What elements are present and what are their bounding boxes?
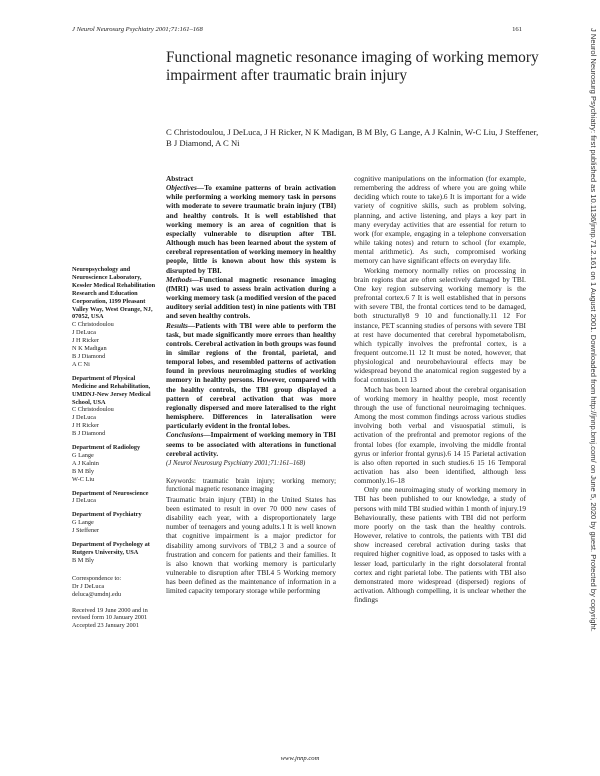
conclusions-text: Impairment of working memory in TBI seems to be associated with alterations in functional cerebral activity.: [166, 430, 336, 458]
affiliation-names: G Lange J Steffener: [72, 519, 99, 535]
affiliation-names: G Lange A J Kalnin B M Bly W-C Liu: [72, 451, 99, 483]
journal-citation: J Neurol Neurosurg Psychiatry 2001;71:161–168: [72, 26, 203, 33]
abstract-reference: (J Neurol Neurosurg Psychiatry 2001;71:161–168): [166, 459, 306, 467]
affiliation-group: [72, 444, 158, 484]
right-text-column: [354, 174, 526, 604]
affiliation-names: C Christodoulou J DeLuca J H Ricker N K Madigan B J Diamond A C Ni: [72, 321, 114, 368]
left-text-column: [166, 174, 336, 596]
side-download-notice: J Neurol Neurosurg Psychiatry: first published as 10.1136/jnnp.71.2.161 on 1 August 2001. Downloaded from http://jnnp.bmj.com/ on June 5, 2020 by guest. Protected by copyright.: [589, 28, 598, 632]
affiliations-sidebar: [72, 266, 158, 630]
abstract: [166, 174, 336, 458]
affiliation-group: [72, 490, 158, 506]
affiliation-group: [72, 266, 158, 369]
results-text: Patients with TBI were able to perform the task, but made significantly more errors than healthy controls. Cerebral activation in both groups was found in similar regions of the frontal, parietal, and temporal lobes, and resembled patterns of activation found in previous neuroimaging studies of working memory in healthy persons. However, compared with the healthy controls, the TBI group displayed a pattern of cerebral activation that was more regionally dispersed and more lateralised to the right hemisphere. Differences in lateralisation were particularly evident in the frontal lobes.: [166, 320, 336, 431]
affiliation-heading: Neuropsychology and Neuroscience Laboratory, Kessler Medical Rehabilitation Research and Education Corporation, 1199 Pleasant Valley Way, West Orange, NJ, 07052, USA: [72, 266, 156, 321]
affiliation-names: J DeLuca: [72, 497, 96, 505]
footer-url: www.jnnp.com: [280, 755, 320, 762]
affiliation-group: [72, 541, 158, 565]
body-paragraph: Much has been learned about the cerebral organisation of working memory in healthy people, most recently through the use of functional neuroimaging techniques. Among the most common findings across various studies involving both verbal and visuospatial stimuli, is activation of the prefrontal and premotor regions of the frontal lobes (for example, involving the middle frontal gyrus or inferior frontal gyrus).6 14 15 Parietal activation is also often reported in such studies.6 15 16 Temporal activation has also been identified, although less commonly.16–18: [354, 384, 526, 486]
affiliation-heading: Department of Physical Medicine and Rehabilitation, UMDNJ-New Jersey Medical School, USA: [72, 374, 151, 406]
body-paragraph: Working memory normally relies on processing in brain regions that are often selectively damaged by TBI. One key region subserving working memory is the prefrontal cortex.6 7 It is well established that in persons with severe TBI, the frontal cortices tend to be damaged, both structurally8 9 10 and functionally.11 12 For instance, PET scanning studies of persons with severe TBI at rest have documented that cerebral hypometabolism, which typically involves the prefrontal cortex, is a frequent outcome.11 12 It must be noted, however, that physiological and neurobehavioural effects may be widespread beyond the anatomical region suggested by a focal contusion.11 13: [354, 265, 526, 385]
running-header: [72, 26, 522, 33]
affiliation-group: [72, 511, 158, 535]
abstract-heading: Abstract: [166, 174, 194, 183]
abstract-conclusions: [166, 430, 336, 457]
methods-text: Functional magnetic resonance imaging (fMRI) was used to assess brain activation during a working memory task (a modified version of the paced auditory serial addition test) in nine patients with TBI and seven healthy controls.: [166, 274, 336, 321]
results-label: Results—: [166, 320, 196, 330]
correspondence-note: Correspondence to: Dr J DeLuca deluca@umdnj.edu: [72, 574, 122, 598]
affiliation-group: [72, 375, 158, 438]
abstract-methods: [166, 275, 336, 321]
received-dates: Received 19 June 2000 and in revised form 10 January 2001 Accepted 23 January 2001: [72, 606, 148, 630]
keywords: Keywords: traumatic brain injury; working memory; functional magnetic resonance imaging: [166, 478, 336, 494]
methods-label: Methods—: [166, 274, 200, 284]
affiliation-heading: Department of Psychology at Rutgers University, USA: [72, 541, 150, 556]
conclusions-label: Conclusions—: [166, 430, 211, 440]
body-paragraph: cognitive manipulations on the information (for example, remembering the address of where you are going while deciding which route to take).6 It is important for a wide variety of cognitive skills, such as problem solving, planning, and active listening, and plays a key part in many everyday activities that are essential for return to work (for example, engaging in a telephone conversation while taking notes) and return to school (for example, mental arithmetic). As such, compromised working memory can have significant effects on everyday life.: [354, 174, 526, 266]
intro-paragraph: Traumatic brain injury (TBI) in the United States has been estimated to result in over 70 000 new cases of disability each year, with a disproportionately large number of teenagers and young adults.1 It is well known that cognitive impairment is a major predictor for disability among survivors of TBI,2 3 and a source of frustration and concern for patients and their families. It is also known that working memory is particularly vulnerable to disruption after TBI.4 5 Working memory has been defined as the maintenance of information in a limited capacity temporary storage while performing: [166, 494, 336, 596]
affiliation-heading: Department of Neuroscience: [72, 489, 149, 497]
article-title: Functional magnetic resonance imaging of working memory impairment after traumatic brain injury: [166, 49, 539, 84]
affiliation-names: C Christodoulou J DeLuca J H Ricker B J Diamond: [72, 406, 114, 438]
objectives-label: Objectives—: [166, 183, 205, 193]
body-paragraph: Only one neuroimaging study of working memory in TBI has been published to our knowledge, a study of persons with mild TBI studied within 1 month of injury.19 Behaviourally, these patients with TBI did not perform more poorly on the task than the healthy controls. However, relative to controls, the patients with TBI did show increased cerebral activation during tasks that required higher cognitive load, as opposed to tasks with a lesser load, particularly in the right dorsolateral frontal cortex and right parietal lobe. The patients with TBI also demonstrated more widespread (dispersed) regions of activation. Although compelling, it is unclear whether the findings: [354, 485, 526, 605]
affiliation-heading: Department of Radiology: [72, 444, 141, 452]
affiliation-names: B M Bly: [72, 556, 95, 564]
page-number: 161: [512, 26, 522, 33]
objectives-text: To examine patterns of brain activation while performing a working memory task in persons with moderate to severe traumatic brain injury (TBI) and healthy controls. It is well established that working memory is an area of cognition that is especially vulnerable to disruption after TBI. Although much has been learned about the system of cerebral representation of working memory in healthy people, little is known about how this system is disrupted by TBI.: [166, 183, 336, 275]
abstract-results: [166, 321, 336, 431]
author-list: C Christodoulou, J DeLuca, J H Ricker, N K Madigan, B M Bly, G Lange, A J Kalnin, W-C Liu, J Steffener, B J Diamond, A C Ni: [166, 127, 539, 148]
abstract-objectives: [166, 183, 336, 275]
affiliation-heading: Department of Psychiatry: [72, 511, 142, 519]
